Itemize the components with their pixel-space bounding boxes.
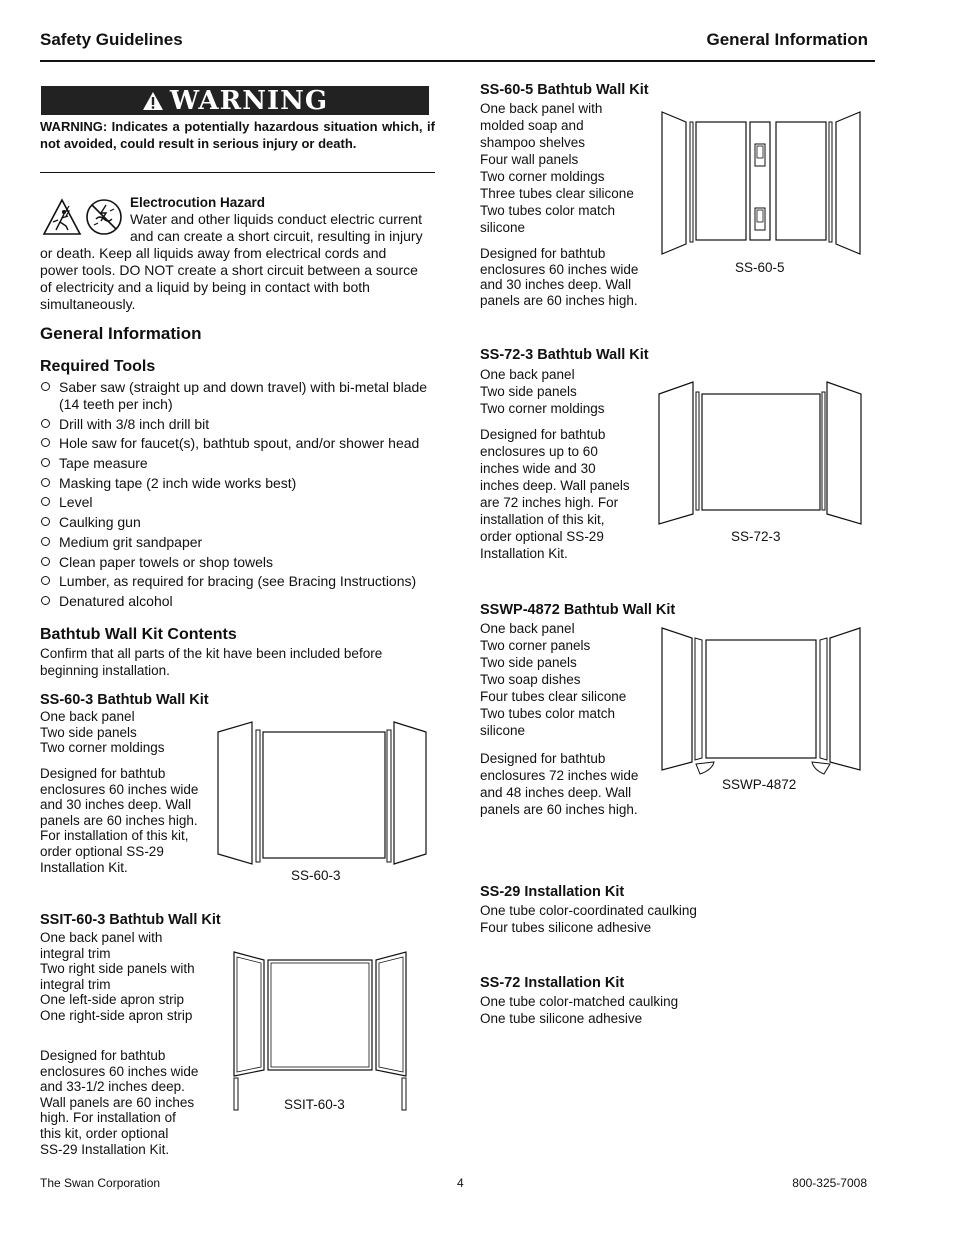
circle-bullet-icon [41,478,50,487]
kit-parts-ss-60-5: One back panel with molded soap and shampoo shelves Four wall panels Two corner moldings Three tubes clear silicone Two tubes color match silicone [480,101,634,235]
footer-phone: 800-325-7008 [792,1176,867,1190]
tool-item: Caulking gun [40,514,440,531]
kit-desc-ssit-60-3: Designed for bathtub enclosures 60 inches wide and 33-1/2 inches deep. Wall panels are 60 inches high. For installation of this kit, order optional SS-29 Installation Kit. [40,1048,199,1157]
kit-diagram-sswp-4872 [660,626,864,778]
hazard-title: Electrocution Hazard [130,195,266,210]
caption-sswp-4872: SSWP-4872 [722,777,797,792]
kit-parts-ss-29: One tube color-coordinated caulking Four tubes silicone adhesive [480,903,697,935]
header-right: General Information [706,30,868,49]
circle-bullet-icon [41,438,50,447]
circle-bullet-icon [41,458,50,467]
kit-parts-ssit-60-3: One back panel with integral trim Two right side panels with integral trim One left-side apron strip One right-side apron strip [40,930,195,1023]
hazard-line: simultaneously. [40,296,136,312]
kit-parts-ss-72: One tube color-matched caulking One tube silicone adhesive [480,994,679,1026]
tool-item: Masking tape (2 inch wide works best) [40,475,440,492]
kit-diagram-ss-60-3 [216,718,428,868]
warning-banner [41,86,429,115]
tool-item: Denatured alcohol [40,593,440,610]
kit-parts-sswp-4872: One back panel Two corner panels Two side panels Two soap dishes Four tubes clear silicone Two tubes color match silicone [480,621,627,738]
hazard-line: and can create a short circuit, resulting in injury [130,228,423,244]
kit-contents-intro: Confirm that all parts of the kit have been included before beginning installation. [40,646,383,678]
kit-title-ss-60-5: SS-60-5 Bathtub Wall Kit [480,82,649,98]
kit-diagram-ssit-60-3 [232,950,408,1112]
circle-bullet-icon [41,596,50,605]
circle-bullet-icon [41,576,50,585]
footer-company: The Swan Corporation [40,1176,161,1190]
header-left: Safety Guidelines [40,30,183,49]
kit-parts-ss-60-3: One back panel Two side panels Two corner moldings [40,709,165,756]
caption-ss-60-5: SS-60-5 [735,260,785,275]
kit-title-ssit-60-3: SSIT-60-3 Bathtub Wall Kit [40,912,221,928]
tool-item: Drill with 3/8 inch drill bit [40,416,440,433]
electric-shock-icon [42,198,82,236]
kit-parts-ss-72-3: One back panel Two side panels Two corner moldings [480,367,605,416]
caption-ssit-60-3: SSIT-60-3 [284,1097,345,1112]
kit-title-ss-29: SS-29 Installation Kit [480,884,625,900]
tool-item: Clean paper towels or shop towels [40,554,440,571]
hazard-line: of electricity and a liquid by being in contact with both [40,279,370,295]
circle-bullet-icon [41,382,50,391]
hazard-line: power tools. DO NOT create a short circuit between a source [40,262,418,278]
kit-desc-ss-60-5: Designed for bathtub enclosures 60 inches wide and 30 inches deep. Wall panels are 60 inches high. [480,246,639,308]
circle-bullet-icon [41,557,50,566]
hazard-line: or death. Keep all liquids away from electrical cords and [40,245,387,261]
kit-title-ss-72-3: SS-72-3 Bathtub Wall Kit [480,347,649,363]
footer-page-number: 4 [457,1176,464,1190]
tool-item: Medium grit sandpaper [40,534,440,551]
caption-ss-72-3: SS-72-3 [731,529,781,544]
section-title-required-tools: Required Tools [40,358,156,375]
tool-item: Hole saw for faucet(s), bathtub spout, and/or shower head [40,435,440,452]
kit-desc-ss-60-3: Designed for bathtub enclosures 60 inches wide and 30 inches deep. Wall panels are 60 inches high. For installation of this kit, order optional SS-29 Installation Kit. [40,766,199,875]
kit-diagram-ss-60-5 [660,110,862,256]
kit-desc-sswp-4872: Designed for bathtub enclosures 72 inches wide and 48 inches deep. Wall panels are 60 inches high. [480,751,639,817]
header-rule [40,60,875,62]
circle-bullet-icon [41,537,50,546]
caption-ss-60-3: SS-60-3 [291,868,341,883]
circle-bullet-icon [41,497,50,506]
no-water-electricity-icon [84,197,124,237]
warning-banner-text: WARNING [169,85,329,116]
circle-bullet-icon [41,517,50,526]
circle-bullet-icon [41,419,50,428]
kit-title-ss-72: SS-72 Installation Kit [480,975,625,991]
section-title-general-info: General Information [40,324,202,343]
warning-definition: WARNING: Indicates a potentially hazardous situation which, if not avoided, could result in serious injury or death. [40,119,435,151]
tool-item: Lumber, as required for bracing (see Bracing Instructions) [40,573,440,590]
warning-divider [40,172,435,173]
kit-desc-ss-72-3: Designed for bathtub enclosures up to 60 inches wide and 30 inches deep. Wall panels are 72 inches high. For installation of this kit, order optional SS-29 Installation Kit. [480,427,630,561]
tools-list [40,379,440,613]
hazard-line: Water and other liquids conduct electric current [130,211,423,227]
tool-item: Saber saw (straight up and down travel) with bi-metal blade (14 teeth per inch) [40,379,440,413]
section-title-kit-contents: Bathtub Wall Kit Contents [40,626,237,643]
kit-title-sswp-4872: SSWP-4872 Bathtub Wall Kit [480,602,676,618]
warning-triangle-icon [142,91,164,111]
tool-item: Tape measure [40,455,440,472]
tool-item: Level [40,494,440,511]
kit-title-ss-60-3: SS-60-3 Bathtub Wall Kit [40,692,209,708]
kit-diagram-ss-72-3 [657,380,863,526]
